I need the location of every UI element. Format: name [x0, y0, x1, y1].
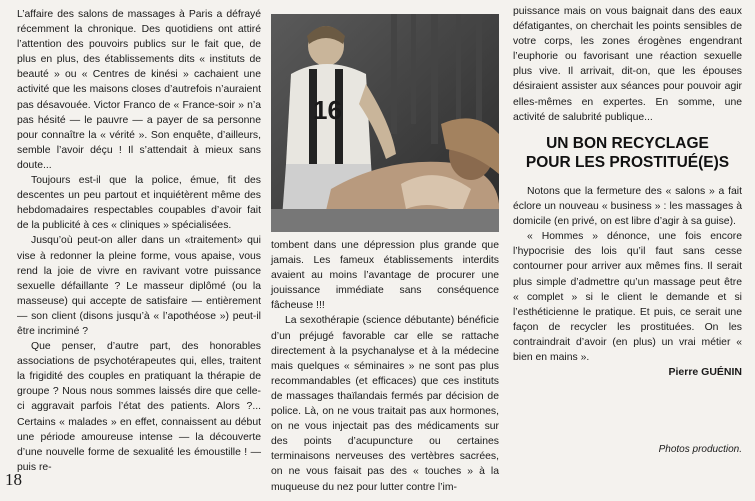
article-photo: [271, 14, 499, 232]
article-column-2: [271, 238, 499, 495]
paragraph: La sexothérapie (science débutante) bénéficie d’un préjugé favorable car elle se rattache directement à la psychanalyse et à la médecine mais quelques « séminaires » ne sont pas plus recommandables (et efficaces) que ces instituts de massages thaïlandais fermés par décision de police. Là, on ne vous traitait pas aux hormones, on ne vous injectait pas des médicaments sur des points d’acupuncture ou certaines terminaisons nerveuses des vertèbres sacrées, on ne vous faisait pas des « touches » à la muqueuse du nez pour lutter contre l’im-: [271, 315, 499, 493]
paragraph: Jusqu’où peut-on aller dans un «traitement» qui vise à redonner la pleine forme, vous apaise, vous rend la joie de vivre en ravivant votre puissance sexuelle défaillante ? Le masseur diplômé (ou la masseuse) qui accepte de satisfaire — entièrement — son client (disons jusqu’à « l’apothéose ») peut-il être incriminé ?: [17, 235, 261, 337]
paragraph: « Hommes » dénonce, une fois encore l’hypocrisie des lois qu’il faut sans cesse contourner pour arriver aux mêmes fins. Il serait plus simple d’admettre qu’un massage peut être « complet » si le client le demande et si l’esthéticienne le pratique. Et puis, ce serait une façon de recycler les prostituées. On les contraindrait d’avoir (en plus) un vrai métier « bien en mains ».: [513, 231, 742, 364]
paragraph: Notons que la fermeture des « salons » a fait éclore un nouveau « business » : les massages à domicile (en privé, on est libre d’agir à sa guise).: [513, 186, 742, 228]
photo-credit: Photos production.: [658, 444, 742, 455]
paragraph: L’affaire des salons de massages à Paris a défrayé récemment la chronique. Des quotidiens ont attiré l’attention des pouvoirs publics sur le fait que, de plus en plus, des établissements dits « instituts de beauté » ou « Centres de kinési » cachaient une activité que les maisons closes d’autrefois n’auraient pas désavouée. Victor Franco de « France-soir » n’a pas hésité — le pauvre — a payer de sa personne pour connaître la « vérité ». Son enquête, d’ailleurs, semble l’avoir déçu ! Il s’attendait à mieux sans doute...: [17, 9, 261, 171]
article-column-3-top: [513, 4, 742, 125]
photo-illustration: [271, 14, 499, 232]
article-column-3-bottom: [513, 184, 742, 365]
paragraph: Toujours est-il que la police, émue, fit des descentes un peu partout et inquiétèrent même des hebdomadaires respectables coupables d’avoir fait de la publicité à ces « cliniques » spécialisées.: [17, 175, 261, 232]
page-number: 18: [5, 470, 22, 489]
headline-line-1: UN BON RECYCLAGE: [546, 135, 709, 152]
author-signature: Pierre GUÉNIN: [668, 366, 742, 378]
jersey-number: 16: [313, 95, 342, 125]
paragraph: Que penser, d’autre part, des honorables associations de psychotérapeutes qui, elles, traitent la frigidité des couples en pratiquant la thérapie de groupe ? Nous nous sommes laissés dire que celle-ci aggravait parfois l’état des patients. Alors ?... Certains « malades » en effet, connaissent au début une période amoureuse intense — la découverte d’une nouvelle forme de sexualité les émoustille ! — puis re-: [17, 341, 261, 473]
paragraph: puissance mais on vous baignait dans des eaux défatigantes, on cherchait les points sensibles de votre corps, les zones érogènes engendrant l’euphorie ou favorisant une réaction sexuelle plus vive. Il arrivait, dit-on, que les épouses désiraient assister aux séances pour pouvoir agir elles-mêmes en expertes. En somme, une activité de salubrité publique...: [513, 6, 742, 123]
headline-line-2: POUR LES PROSTITUÉ(E)S: [525, 154, 730, 171]
paragraph: tombent dans une dépression plus grande que jamais. Les fameux établissements interdits avaient au moins l’avantage de procurer une jouissance immédiate sans conséquence fâcheuse !!!: [271, 240, 499, 312]
section-headline: [513, 134, 742, 172]
article-column-1: [17, 7, 261, 475]
